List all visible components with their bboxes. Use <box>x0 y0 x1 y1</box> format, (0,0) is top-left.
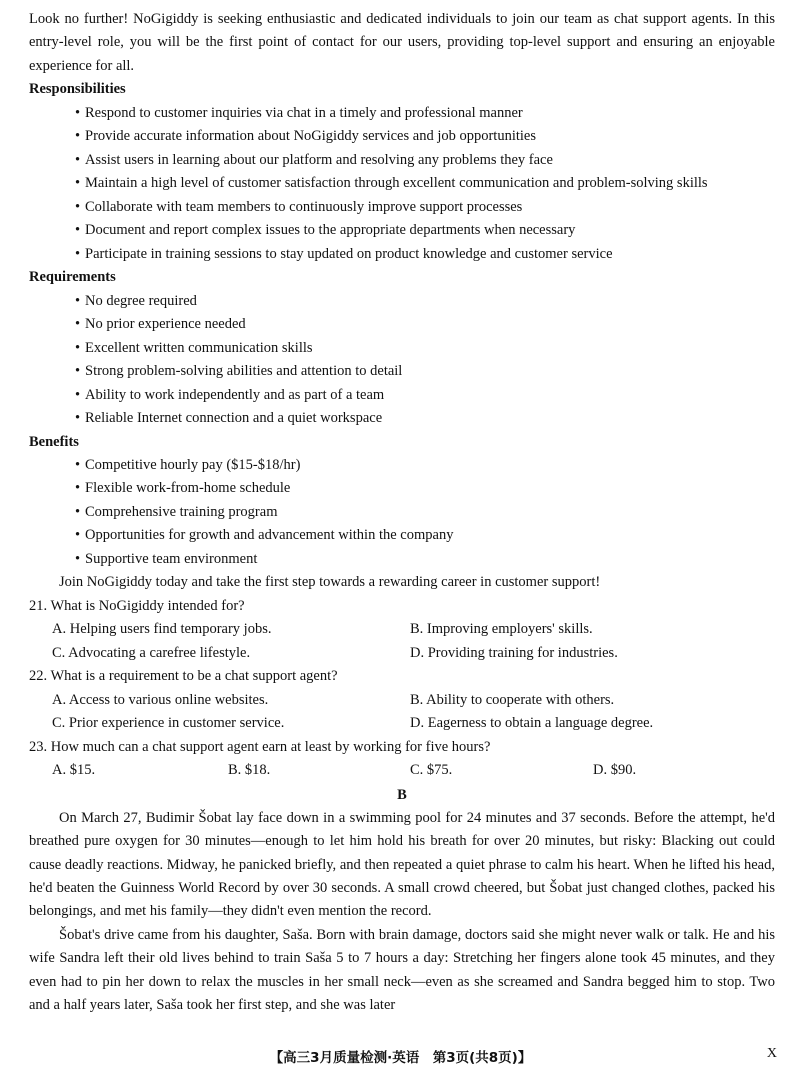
option-c: C. Prior experience in customer service. <box>52 715 285 732</box>
list-item: • Supportive team environment <box>75 548 775 572</box>
list-item: • Respond to customer inquiries via chat in a timely and professional manner <box>75 102 775 126</box>
requirements-heading: Requirements <box>29 269 116 286</box>
list-item: • Comprehensive training program <box>75 501 775 525</box>
list-item: • Flexible work-from-home schedule <box>75 477 775 501</box>
list-item: • Excellent written communication skills <box>75 337 775 361</box>
responsibilities-list <box>29 102 775 267</box>
question-stem: 21. What is NoGigiddy intended for? <box>29 597 245 614</box>
question-23 <box>29 736 775 783</box>
benefits-heading: Benefits <box>29 433 79 450</box>
question-stem: 22. What is a requirement to be a chat support agent? <box>29 668 338 685</box>
option-b: B. $18. <box>228 762 271 779</box>
intro-paragraph: Look no further! NoGigiddy is seeking enthusiastic and dedicated individuals to join our team as chat support agents. In this entry-level role, you will be the first point of contact for our users, providing top-level support and ensuring an enjoyable experience for all. <box>29 11 775 74</box>
passage-paragraph: On March 27, Budimir Šobat lay face down in a swimming pool for 24 minutes and 37 seconds. Before the attempt, he'd breathed pure oxygen for 30 minutes—enough to let him hold his breath for over 20 minutes, but risky: Blacking out could cause deadly reactions. Midway, he panicked briefly, and then repeated a quiet phrase to calm his heart. When he lifted his head, he'd beaten the Guinness World Record by over 30 seconds. A small crowd cheered, but Šobat just changed clothes, packed his belongings, and met his family—they didn't even mention the record. <box>29 809 775 920</box>
question-22 <box>29 665 775 736</box>
question-21 <box>29 595 775 666</box>
list-item: • No prior experience needed <box>75 313 775 337</box>
closing-paragraph: Join NoGigiddy today and take the first step towards a rewarding career in customer support! <box>59 574 601 591</box>
paper-code: X <box>766 1046 777 1061</box>
list-item: • Competitive hourly pay ($15-$18/hr) <box>75 454 775 478</box>
page-footer: 【高三3月质量检测·英语 第3页(共8页)】 <box>269 1050 532 1066</box>
list-item: • Ability to work independently and as part of a team <box>75 384 775 408</box>
list-item: • Maintain a high level of customer satisfaction through excellent communication and problem-solving skills <box>75 172 775 196</box>
option-b: B. Improving employers' skills. <box>410 621 593 638</box>
list-item: • Assist users in learning about our platform and resolving any problems they face <box>75 149 775 173</box>
question-stem: 23. How much can a chat support agent earn at least by working for five hours? <box>29 738 491 755</box>
list-item: • Document and report complex issues to the appropriate departments when necessary <box>75 219 775 243</box>
list-item: • Collaborate with team members to continuously improve support processes <box>75 196 775 220</box>
option-d: D. Eagerness to obtain a language degree. <box>410 715 654 732</box>
list-item: • Opportunities for growth and advancement within the company <box>75 524 775 548</box>
passage-paragraph: Šobat's drive came from his daughter, Saša. Born with brain damage, doctors said she might never walk or talk. He and his wife Sandra left their old lives behind to train Saša 5 to 7 hours a day: Stretching her fingers alone took 45 minutes, and they even had to pin her down to relax the muscles in her small neck—even as she screamed and Sandra begged him to stop. Two and a half years later, Saša took her first step, and she was later <box>29 926 775 1014</box>
benefits-list <box>29 454 775 572</box>
section-b-heading: B <box>397 786 407 803</box>
list-item: • Strong problem-solving abilities and attention to detail <box>75 360 775 384</box>
option-a: A. Helping users find temporary jobs. <box>52 621 272 638</box>
option-d: D. Providing training for industries. <box>410 644 618 661</box>
requirements-list <box>29 290 775 431</box>
list-item: • Provide accurate information about NoGigiddy services and job opportunities <box>75 125 775 149</box>
responsibilities-heading: Responsibilities <box>29 81 126 98</box>
option-a: A. Access to various online websites. <box>52 691 269 708</box>
option-a: A. $15. <box>52 762 96 779</box>
list-item: • Reliable Internet connection and a quiet workspace <box>75 407 775 431</box>
option-d: D. $90. <box>593 762 637 779</box>
option-c: C. Advocating a carefree lifestyle. <box>52 644 251 661</box>
list-item: • Participate in training sessions to stay updated on product knowledge and customer service <box>75 243 775 267</box>
option-b: B. Ability to cooperate with others. <box>410 691 615 708</box>
list-item: • No degree required <box>75 290 775 314</box>
option-c: C. $75. <box>410 762 453 779</box>
